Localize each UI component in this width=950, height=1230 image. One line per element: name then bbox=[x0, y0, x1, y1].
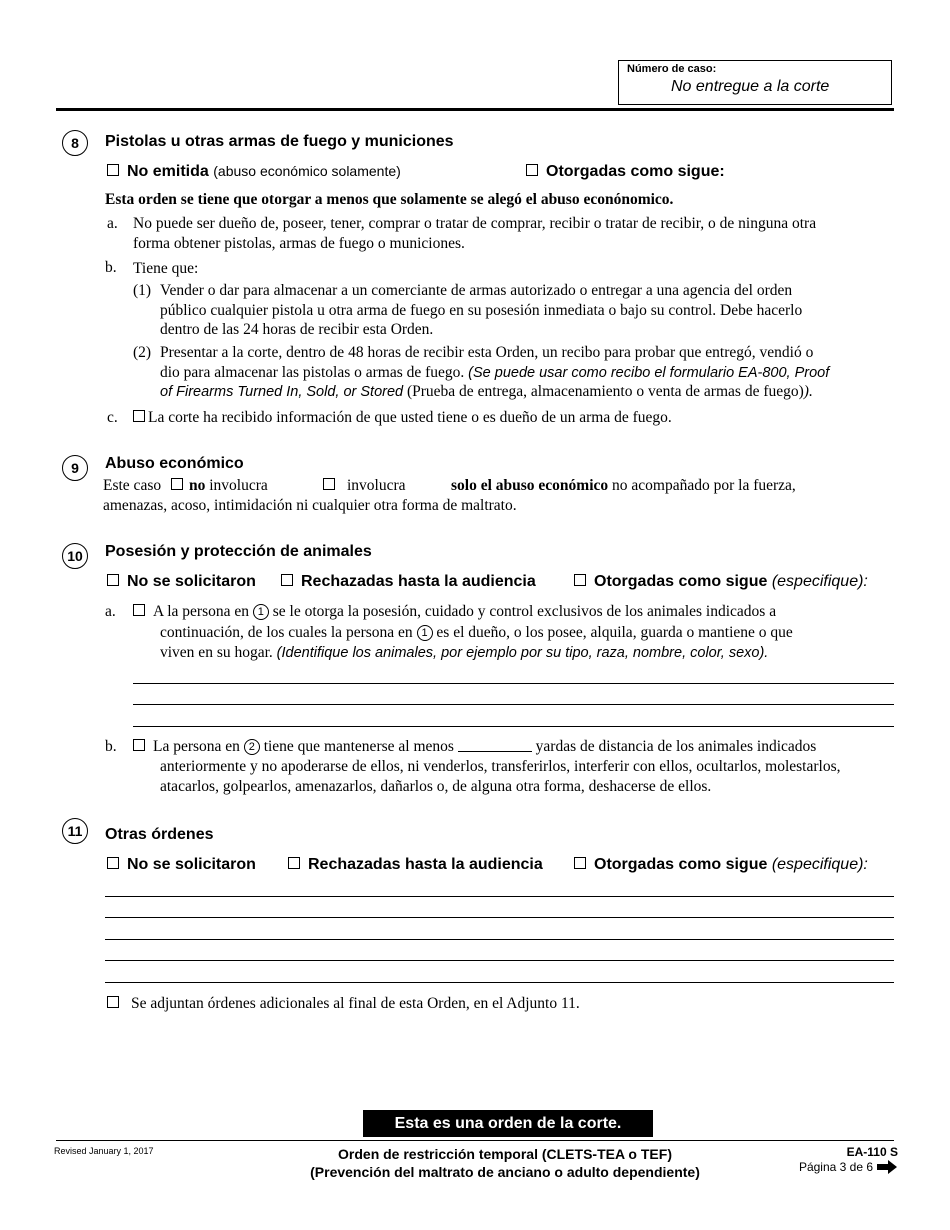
s8-b1-line3: dentro de las 24 horas de recibir esta Orden. bbox=[160, 321, 434, 338]
form-title-line1: Orden de restricción temporal (CLETS-TEA o TEF) bbox=[338, 1146, 672, 1162]
s10-option-granted bbox=[574, 573, 868, 591]
s9-involucra1: involucra bbox=[209, 477, 268, 494]
s10-b-l1b: tiene que mantenerse al menos bbox=[263, 738, 454, 755]
s8-opt1-label: No emitida bbox=[127, 163, 209, 180]
s11-blank-line-2[interactable] bbox=[105, 917, 894, 918]
s11-denied-checkbox[interactable] bbox=[288, 857, 300, 869]
s8-b2-line3-end: ). bbox=[803, 383, 813, 400]
s11-attachment-checkbox[interactable] bbox=[107, 996, 119, 1008]
s10-a-circle-1: 1 bbox=[253, 604, 269, 620]
section-8-number: 8 bbox=[62, 130, 88, 156]
s10-b-line3: atacarlos, golpearlos, amenazarlos, dañarlos o, de alguna otra forma, deshacerse de ellos. bbox=[160, 778, 712, 795]
s10-b-checkbox[interactable] bbox=[133, 739, 145, 751]
s8-b2-line1: Presentar a la corte, dentro de 48 horas de recibir esta Orden, un recibo para probar que entregó, vendió o bbox=[160, 344, 814, 361]
s10-a-line2 bbox=[160, 623, 793, 643]
s9-solo-line bbox=[451, 476, 796, 496]
s11-opt1-label: No se solicitaron bbox=[127, 856, 256, 873]
section-10-title: Posesión y protección de animales bbox=[105, 543, 372, 560]
s8-b2-line2 bbox=[160, 363, 829, 383]
s8-b2-line3-text: (Prueba de entrega, almacenamiento o venta de armas de fuego) bbox=[406, 383, 804, 400]
s10-opt3-italic: (especifique): bbox=[771, 573, 868, 590]
s9-no-checkbox[interactable] bbox=[171, 478, 183, 490]
s9-involucra2: involucra bbox=[347, 477, 406, 494]
s8-a-line2: forma obtener pistolas, armas de fuego o municiones. bbox=[133, 235, 465, 252]
s8-c-letter: c. bbox=[107, 409, 118, 426]
s10-a-line1 bbox=[133, 602, 776, 622]
s10-a-circle-1b: 1 bbox=[417, 625, 433, 641]
court-order-banner: Esta es una orden de la corte. bbox=[363, 1110, 653, 1137]
s10-a-checkbox[interactable] bbox=[133, 604, 145, 616]
s8-not-issued-checkbox[interactable] bbox=[107, 164, 119, 176]
s10-a-l1a: A la persona en bbox=[153, 603, 249, 620]
s11-blank-line-1[interactable] bbox=[105, 896, 894, 897]
s11-opt3-italic: (especifique): bbox=[771, 856, 868, 873]
form-number: EA-110 S bbox=[846, 1145, 898, 1159]
section-9-title: Abuso económico bbox=[105, 455, 244, 472]
s10-a-blank-line-2[interactable] bbox=[133, 704, 894, 705]
s10-denied-checkbox[interactable] bbox=[281, 574, 293, 586]
s10-b-letter: b. bbox=[105, 738, 117, 755]
s9-involves-checkbox[interactable] bbox=[323, 478, 335, 490]
s9-solo: solo el abuso económico bbox=[451, 477, 609, 494]
s10-a-l1b: se le otorga la posesión, cuidado y control exclusivos de los animales indicados a bbox=[272, 603, 777, 620]
s11-attach-text: Se adjuntan órdenes adicionales al final de esta Orden, en el Adjunto 11. bbox=[131, 995, 580, 1012]
s10-opt2-label: Rechazadas hasta la audiencia bbox=[301, 573, 536, 590]
s10-b-yards-field[interactable] bbox=[458, 737, 532, 752]
s11-blank-line-3[interactable] bbox=[105, 939, 894, 940]
s10-not-requested-checkbox[interactable] bbox=[107, 574, 119, 586]
s8-b2-line3 bbox=[160, 382, 813, 402]
s10-b-l1c: yardas de distancia de los animales indicados bbox=[535, 738, 817, 755]
s8-granted-checkbox[interactable] bbox=[526, 164, 538, 176]
s8-option-not-issued bbox=[107, 163, 401, 181]
section-8-title: Pistolas u otras armas de fuego y municiones bbox=[105, 133, 454, 150]
s9-case-line bbox=[103, 476, 268, 496]
s8-b1-line1: Vender o dar para almacenar a un comerciante de armas autorizado o entregar a una agencia del orden bbox=[160, 282, 793, 299]
s11-blank-line-4[interactable] bbox=[105, 960, 894, 961]
s8-a-letter: a. bbox=[107, 215, 118, 232]
s8-b1-line2: público cualquier pistola u otra arma de fuego en su posesión inmediata o bajo su control. Debe hacerlo bbox=[160, 302, 803, 319]
s9-no: no bbox=[188, 477, 206, 494]
s10-a-line3 bbox=[160, 643, 768, 663]
next-page-arrow-icon[interactable] bbox=[876, 1159, 898, 1175]
page-number: Página 3 de 6 bbox=[798, 1160, 873, 1174]
footer-rule bbox=[56, 1140, 894, 1141]
s11-option-granted bbox=[574, 856, 868, 874]
s10-opt3-label: Otorgadas como sigue bbox=[594, 573, 768, 590]
s9-case-text: Este caso bbox=[103, 477, 162, 494]
s10-option-denied bbox=[281, 573, 536, 591]
s11-option-not-requested bbox=[107, 856, 256, 874]
s10-b-line2: anteriormente y no apoderarse de ellos, ni venderlos, transferirlos, interferir con ellos, ocultarlos, molestarlos, bbox=[160, 758, 841, 775]
s8-b-letter: b. bbox=[105, 259, 117, 276]
case-number-box bbox=[618, 60, 892, 105]
s8-c-item bbox=[133, 408, 672, 428]
s10-a-letter: a. bbox=[105, 603, 116, 620]
s8-b1-num: (1) bbox=[133, 282, 152, 299]
section-11-title: Otras órdenes bbox=[105, 826, 214, 843]
s8-option-granted bbox=[526, 163, 725, 181]
form-title-line2: (Prevención del maltrato de anciano o adulto dependiente) bbox=[310, 1164, 700, 1180]
s10-b-l1a: La persona en bbox=[153, 738, 240, 755]
revised-date: Revised January 1, 2017 bbox=[54, 1146, 154, 1156]
s11-option-denied bbox=[288, 856, 543, 874]
s11-opt2-label: Rechazadas hasta la audiencia bbox=[308, 856, 543, 873]
s9-involves-option bbox=[323, 476, 406, 496]
s8-b-intro: Tiene que: bbox=[133, 260, 199, 277]
s8-b2-line2-text: dio para almacenar las pistolas o armas de fuego. bbox=[160, 364, 465, 381]
s8-c-checkbox[interactable] bbox=[133, 410, 145, 422]
case-number-label: Número de caso: bbox=[627, 63, 717, 75]
s8-a-line1: No puede ser dueño de, poseer, tener, comprar o tratar de comprar, recibir o tratar de recibir, o de ninguna otra bbox=[133, 215, 817, 232]
s10-opt1-label: No se solicitaron bbox=[127, 573, 256, 590]
s11-opt3-label: Otorgadas como sigue bbox=[594, 856, 768, 873]
s8-opt1-note: (abuso económico solamente) bbox=[213, 163, 401, 179]
s10-a-blank-line-3[interactable] bbox=[133, 726, 894, 727]
s10-a-blank-line-1[interactable] bbox=[133, 683, 894, 684]
s8-b2-num: (2) bbox=[133, 344, 152, 361]
s11-blank-line-5[interactable] bbox=[105, 982, 894, 983]
s9-rest2: amenazas, acoso, intimidación ni cualquier otra forma de maltrato. bbox=[103, 497, 517, 514]
s10-a-l3: viven en su hogar. bbox=[160, 644, 273, 661]
s10-b-circle-2: 2 bbox=[244, 739, 260, 755]
s8-c-text: La corte ha recibido información de que usted tiene o es dueño de un arma de fuego. bbox=[148, 409, 672, 426]
s9-rest1: no acompañado por la fuerza, bbox=[612, 477, 796, 494]
s10-a-l2b: es el dueño, o los posee, alquila, guarda o mantiene o que bbox=[436, 624, 793, 641]
section-9-number: 9 bbox=[62, 455, 88, 481]
header-rule bbox=[56, 108, 894, 111]
case-number-value: No entregue a la corte bbox=[671, 78, 830, 95]
s11-not-requested-checkbox[interactable] bbox=[107, 857, 119, 869]
section-10-number: 10 bbox=[62, 543, 88, 569]
s8-b2-line2-italic: (Se puede usar como recibo el formulario EA-800, Proof bbox=[468, 365, 830, 381]
s8-b2-line3-italic: of Firearms Turned In, Sold, or Stored bbox=[160, 384, 404, 400]
s8-notice: Esta orden se tiene que otorgar a menos que solamente se alegó el abuso econónomico. bbox=[105, 191, 674, 208]
s10-granted-checkbox[interactable] bbox=[574, 574, 586, 586]
s11-granted-checkbox[interactable] bbox=[574, 857, 586, 869]
section-11-number: 11 bbox=[62, 818, 88, 844]
s10-option-not-requested bbox=[107, 573, 256, 591]
s10-a-l2a: continuación, de los cuales la persona en bbox=[160, 624, 413, 641]
s11-attachment-item bbox=[107, 994, 580, 1014]
s10-b-line1 bbox=[133, 737, 816, 757]
s10-a-l3-italic: (Identifique los animales, por ejemplo por su tipo, raza, nombre, color, sexo). bbox=[276, 645, 769, 661]
s8-opt2-label: Otorgadas como sigue: bbox=[546, 163, 725, 180]
